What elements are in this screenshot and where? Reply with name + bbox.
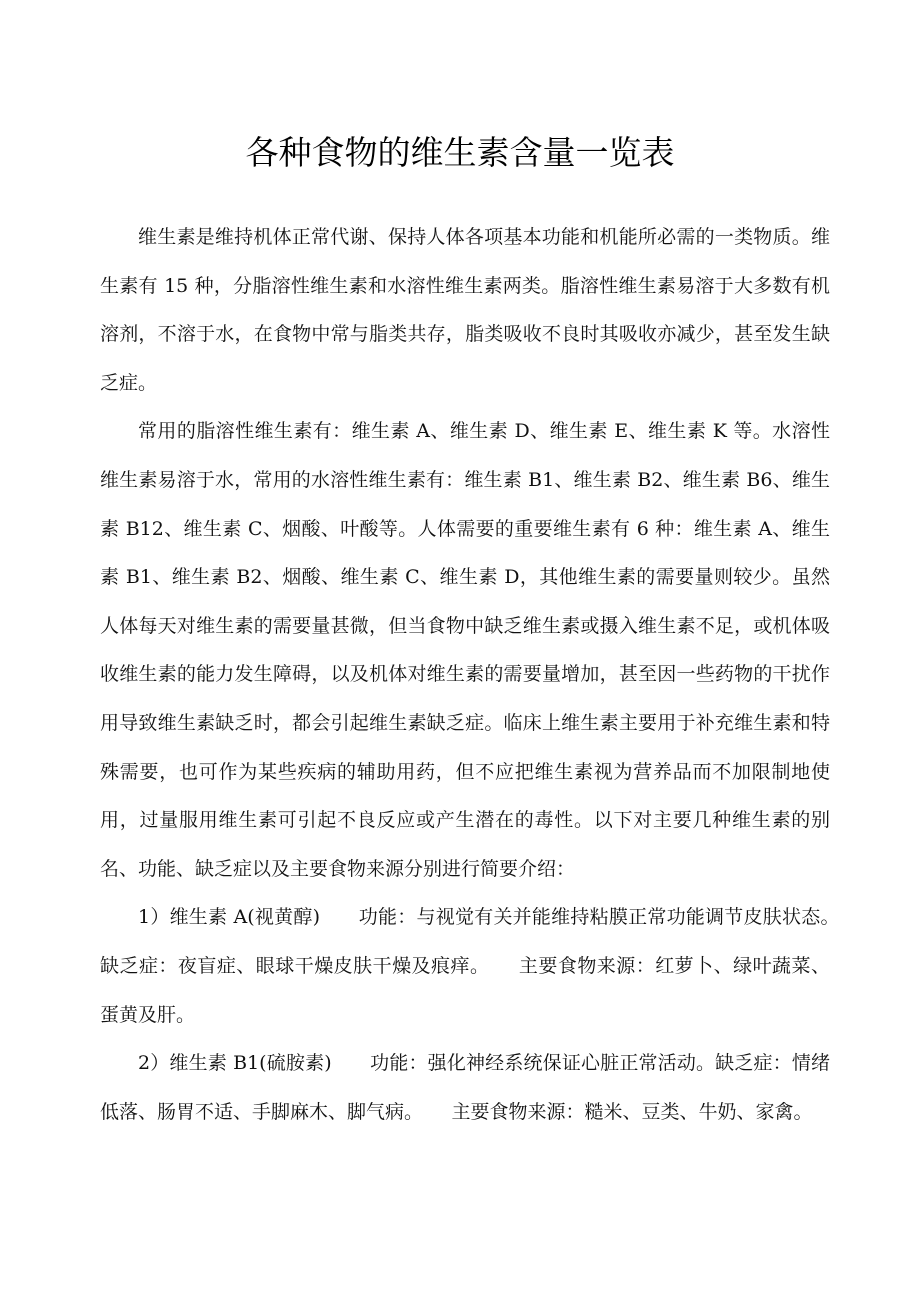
paragraph-intro: 维生素是维持机体正常代谢、保持人体各项基本功能和机能所必需的一类物质。维生素有 15 种，分脂溶性维生素和水溶性维生素两类。脂溶性维生素易溶于大多数有机溶剂，不溶于水，在食物中常与脂类共存，脂类吸收不良时其吸收亦减少，甚至发生缺乏症。 (100, 226, 830, 394)
paragraph-vitamin-types: 常用的脂溶性维生素有：维生素 A、维生素 D、维生素 E、维生素 K 等。水溶性维生素易溶于水，常用的水溶性维生素有：维生素 B1、维生素 B2、维生素 B6、维生素 B12、维生素 C、烟酸、叶酸等。人体需要的重要维生素有 6 种：维生素 A、维生素 B1、维生素 B2、烟酸、维生素 C、维生素 D，其他维生素的需要量则较少。虽然人体每天对维生素的需要量甚微，但当食物中缺乏维生素或摄入维生素不足，或机体吸收维生素的能力发生障碍，以及机体对维生素的需要量增加，甚至因一些药物的干扰作用导致维生素缺乏时，都会引起维生素缺乏症。临床上维生素主要用于补充维生素和特殊需要，也可作为某些疾病的辅助用药，但不应把维生素视为营养品而不加限制地使用，过量服用维生素可引起不良反应或产生潜在的毒性。以下对主要几种维生素的别名、功能、缺乏症以及主要食物来源分别进行简要介绍： (100, 420, 830, 880)
document-title: 各种食物的维生素含量一览表 (245, 133, 675, 172)
document-body (100, 213, 869, 1136)
paragraph-vitamin-b1: 2）维生素 B1(硫胺素) 功能：强化神经系统保证心脏正常活动。缺乏症：情绪低落、肠胃不适、手脚麻木、脚气病。 主要食物来源：糙米、豆类、牛奶、家禽。 (100, 1052, 830, 1123)
paragraph-vitamin-a: 1）维生素 A(视黄醇) 功能：与视觉有关并能维持粘膜正常功能调节皮肤状态。 缺乏症：夜盲症、眼球干燥皮肤干燥及痕痒。 主要食物来源：红萝卜、绿叶蔬菜、蛋黄及肝。 (100, 906, 869, 1026)
